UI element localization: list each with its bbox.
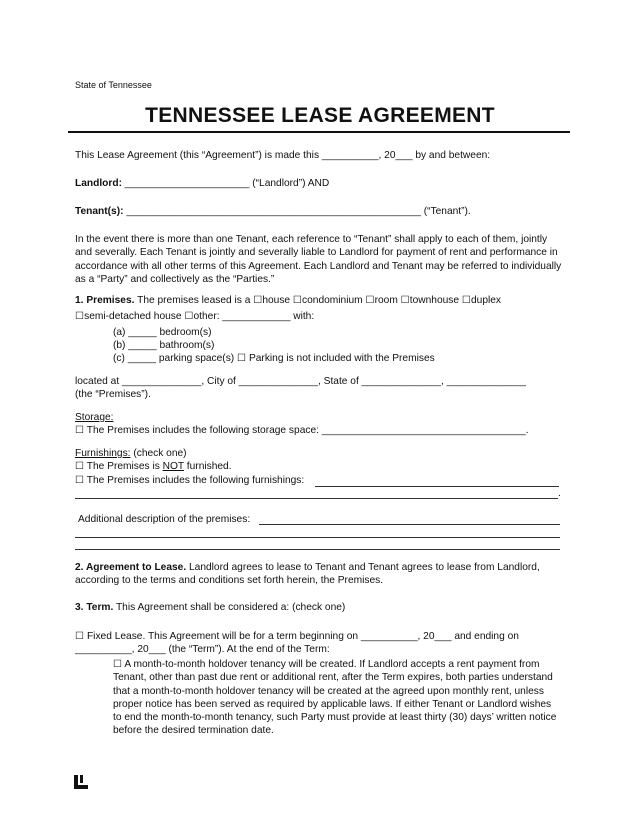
term-text: This Agreement shall be considered a: (check one) [113, 602, 346, 613]
premises-heading: 1. Premises. [75, 295, 135, 306]
furnishings-instruction: (check one) [130, 448, 187, 459]
agreement-text: Landlord agrees to lease to Tenant and Tenant agrees to lease from Landlord, according to the terms and conditions set forth herein, the Premises. [75, 562, 540, 587]
premises-location-line: located at ______________, City of ______________, State of ______________, ______________ [75, 376, 526, 387]
parking-item: (c) _____ parking space(s) ☐ Parking is not included with the Premises [113, 353, 435, 364]
furnishings-option: ☐ The Premises includes the following furnishings: [75, 475, 305, 486]
bedrooms-item: (a) _____ bedroom(s) [113, 327, 212, 338]
tenant-label: Tenant(s): [75, 206, 124, 217]
furnishings-heading: Furnishings: [75, 448, 131, 459]
fixed-lease-line-2: __________, 20___ (the “Term”). At the end of the Term: [75, 644, 330, 655]
landlord-blank: ______________________ (“Landlord”) AND [121, 178, 330, 189]
landlord-label: Landlord: [75, 178, 122, 189]
premises-type-options: The premises leased is a ☐house ☐condominium ☐room ☐townhouse ☐duplex [134, 295, 502, 306]
additional-description-label: Additional description of the premises: [78, 514, 251, 525]
landlord-line [75, 178, 329, 190]
state-label: State of Tennessee [75, 80, 152, 90]
holdover-paragraph: ☐ A month-to-month holdover tenancy will be created. If Landlord accepts a rent payment from Tenant, other than past due rent or additional rent, after the Term expires, both parties understand that a month-to-month holdover tenancy will be created at the agreed upon monthly rent, unless proper notice has been served as required by applicable laws. If either Tenant or Landlord wishes to end the month-to-month tenancy, such Party must provide at least thirty (30) days’ written notice before the desired termination date. [113, 659, 557, 737]
agreement-to-lease-paragraph [75, 561, 565, 588]
bathrooms-item: (b) _____ bathroom(s) [113, 340, 215, 351]
furnishings-blank-line-2 [75, 498, 558, 499]
brand-logo-icon [74, 775, 88, 789]
additional-description-line-2 [75, 537, 560, 538]
not-furnished-text-post: furnished. [183, 461, 232, 472]
additional-description-line-1 [259, 524, 560, 525]
fixed-lease-line-1: ☐ Fixed Lease. This Agreement will be for a term beginning on __________, 20___ and ending on [75, 631, 519, 642]
furnishings-blank-line [315, 486, 559, 487]
agreement-date-line: This Lease Agreement (this “Agreement”) is made this __________, 20___ by and between: [75, 150, 491, 161]
storage-line: ☐ The Premises includes the following storage space: ____________________________________. [75, 425, 529, 436]
additional-description-line-3 [75, 549, 560, 550]
not-furnished-option [75, 461, 232, 473]
not-furnished-text-pre: ☐ The Premises is [75, 461, 163, 472]
document-title: TENNESSEE LEASE AGREEMENT [145, 104, 495, 127]
storage-heading: Storage: [75, 412, 114, 423]
tenant-blank: ____________________________________________________ (“Tenant”). [123, 206, 471, 217]
term-line [75, 602, 345, 614]
title-rule [68, 131, 570, 133]
furnishings-period: . [558, 488, 561, 499]
furnishings-heading-line [75, 448, 187, 460]
premises-line-1 [75, 295, 501, 307]
premises-reference: (the “Premises”). [75, 389, 151, 400]
term-heading: 3. Term. [75, 602, 114, 613]
premises-line-2: ☐semi-detached house ☐other: ____________ with: [75, 311, 315, 322]
tenant-line [75, 206, 471, 218]
agreement-heading: 2. Agreement to Lease. [75, 562, 187, 573]
not-furnished-emphasis: NOT [162, 461, 184, 472]
multiple-tenants-paragraph: In the event there is more than one Tenant, each reference to “Tenant” shall apply to each of them, jointly and severally. Each Tenant is jointly and severally liable to Landlord for payment of rent and performance in accordance with all other terms of this Agreement. Each Landlord and Tenant may be referred to individually as a “Party” and collectively as the “Parties.” [75, 234, 562, 285]
